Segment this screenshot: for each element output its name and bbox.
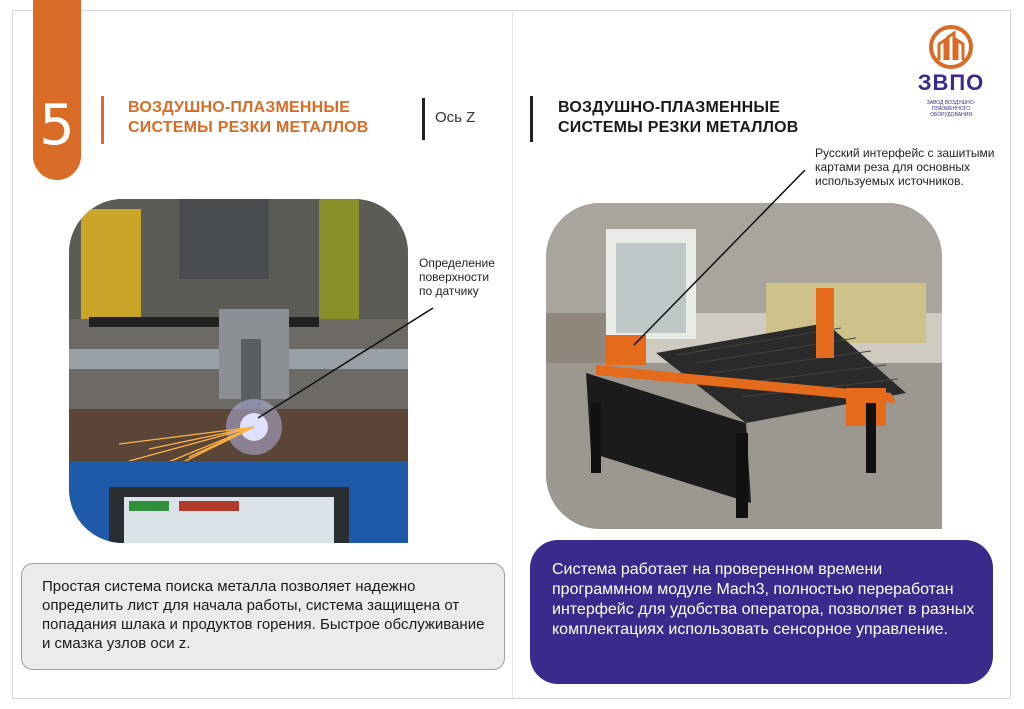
right-title: [558, 98, 858, 138]
left-annotation-line3: по датчику: [419, 284, 479, 298]
torch-photo: [69, 199, 408, 543]
right-title-line1: ВОЗДУШНО-ПЛАЗМЕННЫЕ: [558, 99, 781, 116]
cnc-table-photo: [546, 203, 942, 529]
left-title: [128, 98, 418, 138]
left-title-line1: ВОЗДУШНО-ПЛАЗМЕННЫЕ: [128, 99, 351, 116]
right-title-line2: СИСТЕМЫ РЕЗКИ МЕТАЛЛОВ: [558, 119, 799, 136]
axis-label: Ось Z: [435, 109, 476, 126]
slide-number: 5: [39, 93, 75, 158]
page-divider: [512, 10, 513, 699]
slide-number-tab: [33, 0, 81, 180]
right-annotation-line2: картами реза для основных: [815, 160, 970, 174]
axis-separator: [422, 98, 425, 140]
logo-text: ЗВПО: [917, 70, 985, 95]
right-description-box: [530, 540, 993, 684]
right-description-text: Система работает на проверенном времени программном модуле Mach3, полностью переработан интерфейс для удобства оператора, позволяет в разных комплектациях использовать сенсорное управление.: [552, 561, 975, 638]
logo-subtitle-line2: ОБОРУДОВАНИЯ: [930, 112, 972, 118]
left-annotation-line2: поверхности: [419, 270, 490, 284]
left-annotation: [419, 256, 514, 298]
logo-subtitle-line1: ЗАВОД ВОЗДУШНО-ПЛАЗМЕННОГО: [926, 100, 976, 112]
left-description-box: [21, 563, 505, 670]
right-annotation-line1: Русский интерфейс с зашитыми: [815, 146, 995, 160]
logo-subtitle: [912, 100, 990, 118]
left-annotation-line1: Определение: [419, 256, 495, 270]
right-title-separator: [530, 96, 533, 142]
right-annotation-line3: используемых источников.: [815, 174, 964, 188]
left-title-line2: СИСТЕМЫ РЕЗКИ МЕТАЛЛОВ: [128, 119, 369, 136]
right-annotation: [815, 146, 1015, 188]
company-logo: [912, 24, 990, 120]
logo-emblem-icon: [912, 24, 990, 70]
left-description-text: Простая система поиска металла позволяет надежно определить лист для начала работы, система защищена от попадания шлака и продуктов горения. Быстрое обслуживание и смазка узлов оси z.: [42, 578, 485, 652]
title-separator: [101, 96, 104, 144]
